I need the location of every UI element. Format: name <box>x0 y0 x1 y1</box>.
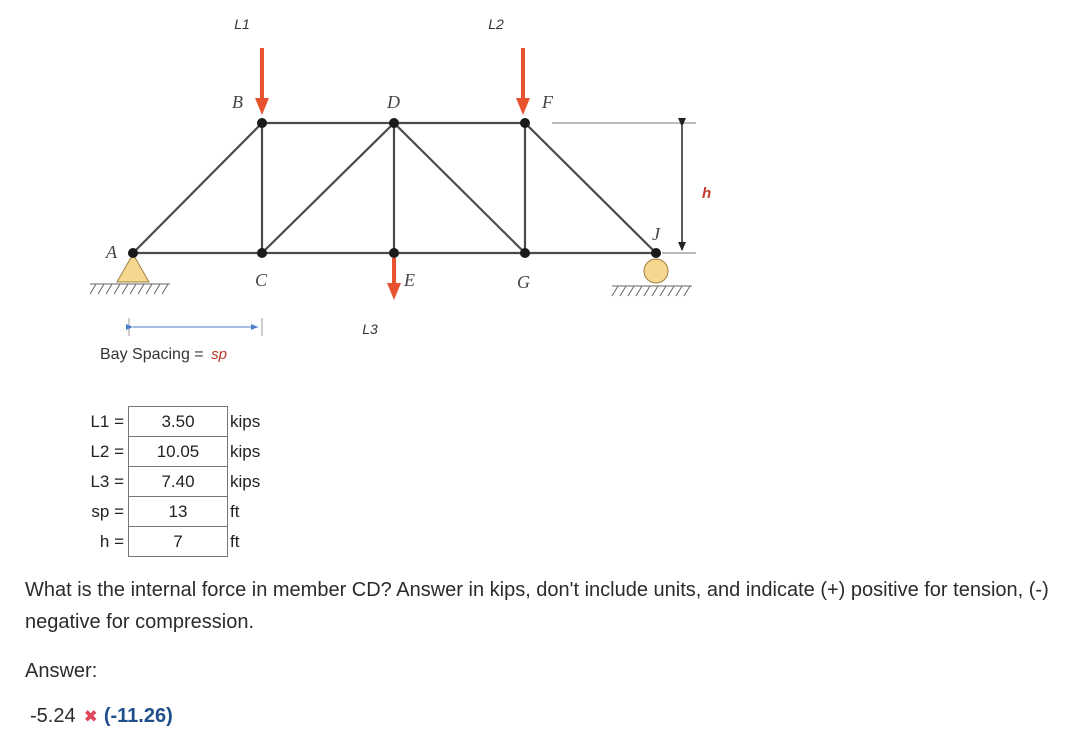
input-label: h = <box>99 531 124 551</box>
input-row <box>68 527 270 557</box>
correct-answer: (-11.26) <box>103 705 173 727</box>
joint-D <box>389 118 399 128</box>
input-unit: kips <box>230 411 261 431</box>
joint-label-D: D <box>387 92 400 112</box>
joint-E <box>389 248 399 258</box>
bay-spacing-text: Bay Spacing = <box>100 346 209 363</box>
answer-feedback <box>30 705 173 728</box>
input-row <box>68 497 270 527</box>
input-label: L3 = <box>90 471 124 491</box>
input-values-table <box>68 406 270 557</box>
joint-C <box>257 248 267 258</box>
input-label: L1 = <box>90 411 124 431</box>
height-label: h <box>702 185 712 202</box>
joint-label-A: A <box>106 242 117 262</box>
joint-A <box>128 248 138 258</box>
input-unit: kips <box>230 471 261 491</box>
load-L3-arrow <box>387 258 401 300</box>
joint-label-C: C <box>255 270 268 290</box>
input-label: sp = <box>91 501 124 521</box>
load-L1-arrow <box>255 48 269 115</box>
submitted-answer: -5.24 <box>30 705 76 727</box>
joint-label-J: J <box>652 224 660 244</box>
input-label: L2 = <box>90 441 124 461</box>
question-text: What is the internal force in member CD? Answer in kips, don't include units, and indicate (+) positive for tension, (-) negative for compression. <box>25 579 1049 633</box>
height-dimension <box>552 123 696 253</box>
joint-F <box>520 118 530 128</box>
ground-right <box>612 286 692 296</box>
joint-G <box>520 248 530 258</box>
member-FJ <box>525 123 656 253</box>
joint-label-E: E <box>404 270 415 290</box>
bay-spacing-dimension <box>129 318 262 336</box>
joint-label-B: B <box>232 92 243 112</box>
input-unit: kips <box>230 441 261 461</box>
input-row <box>68 407 270 437</box>
input-value: 3.50 <box>129 407 228 437</box>
joint-label-F: F <box>542 92 553 112</box>
ground-left <box>90 284 170 294</box>
joint-label-G: G <box>517 272 530 292</box>
member-AB <box>133 123 262 253</box>
roller-support <box>644 259 668 283</box>
incorrect-icon: ✖ <box>83 707 98 726</box>
bay-spacing-label <box>100 346 227 363</box>
input-unit: ft <box>230 531 240 551</box>
joint-B <box>257 118 267 128</box>
load-label-L1: L1 <box>234 16 250 32</box>
input-value: 10.05 <box>129 437 228 467</box>
bay-spacing-symbol: sp <box>211 346 227 363</box>
input-value: 7.40 <box>129 467 228 497</box>
input-row <box>68 437 270 467</box>
load-label-L3: L3 <box>362 321 378 337</box>
member-DG <box>394 123 525 253</box>
member-CD <box>262 123 394 253</box>
input-unit: ft <box>230 501 240 521</box>
answer-label: Answer: <box>25 660 98 682</box>
truss-members <box>133 123 656 253</box>
load-L2-arrow <box>516 48 530 115</box>
input-value: 13 <box>129 497 228 527</box>
input-value: 7 <box>129 527 228 557</box>
pin-support <box>117 254 149 282</box>
load-label-L2: L2 <box>488 16 504 32</box>
input-row <box>68 467 270 497</box>
joint-J <box>651 248 661 258</box>
